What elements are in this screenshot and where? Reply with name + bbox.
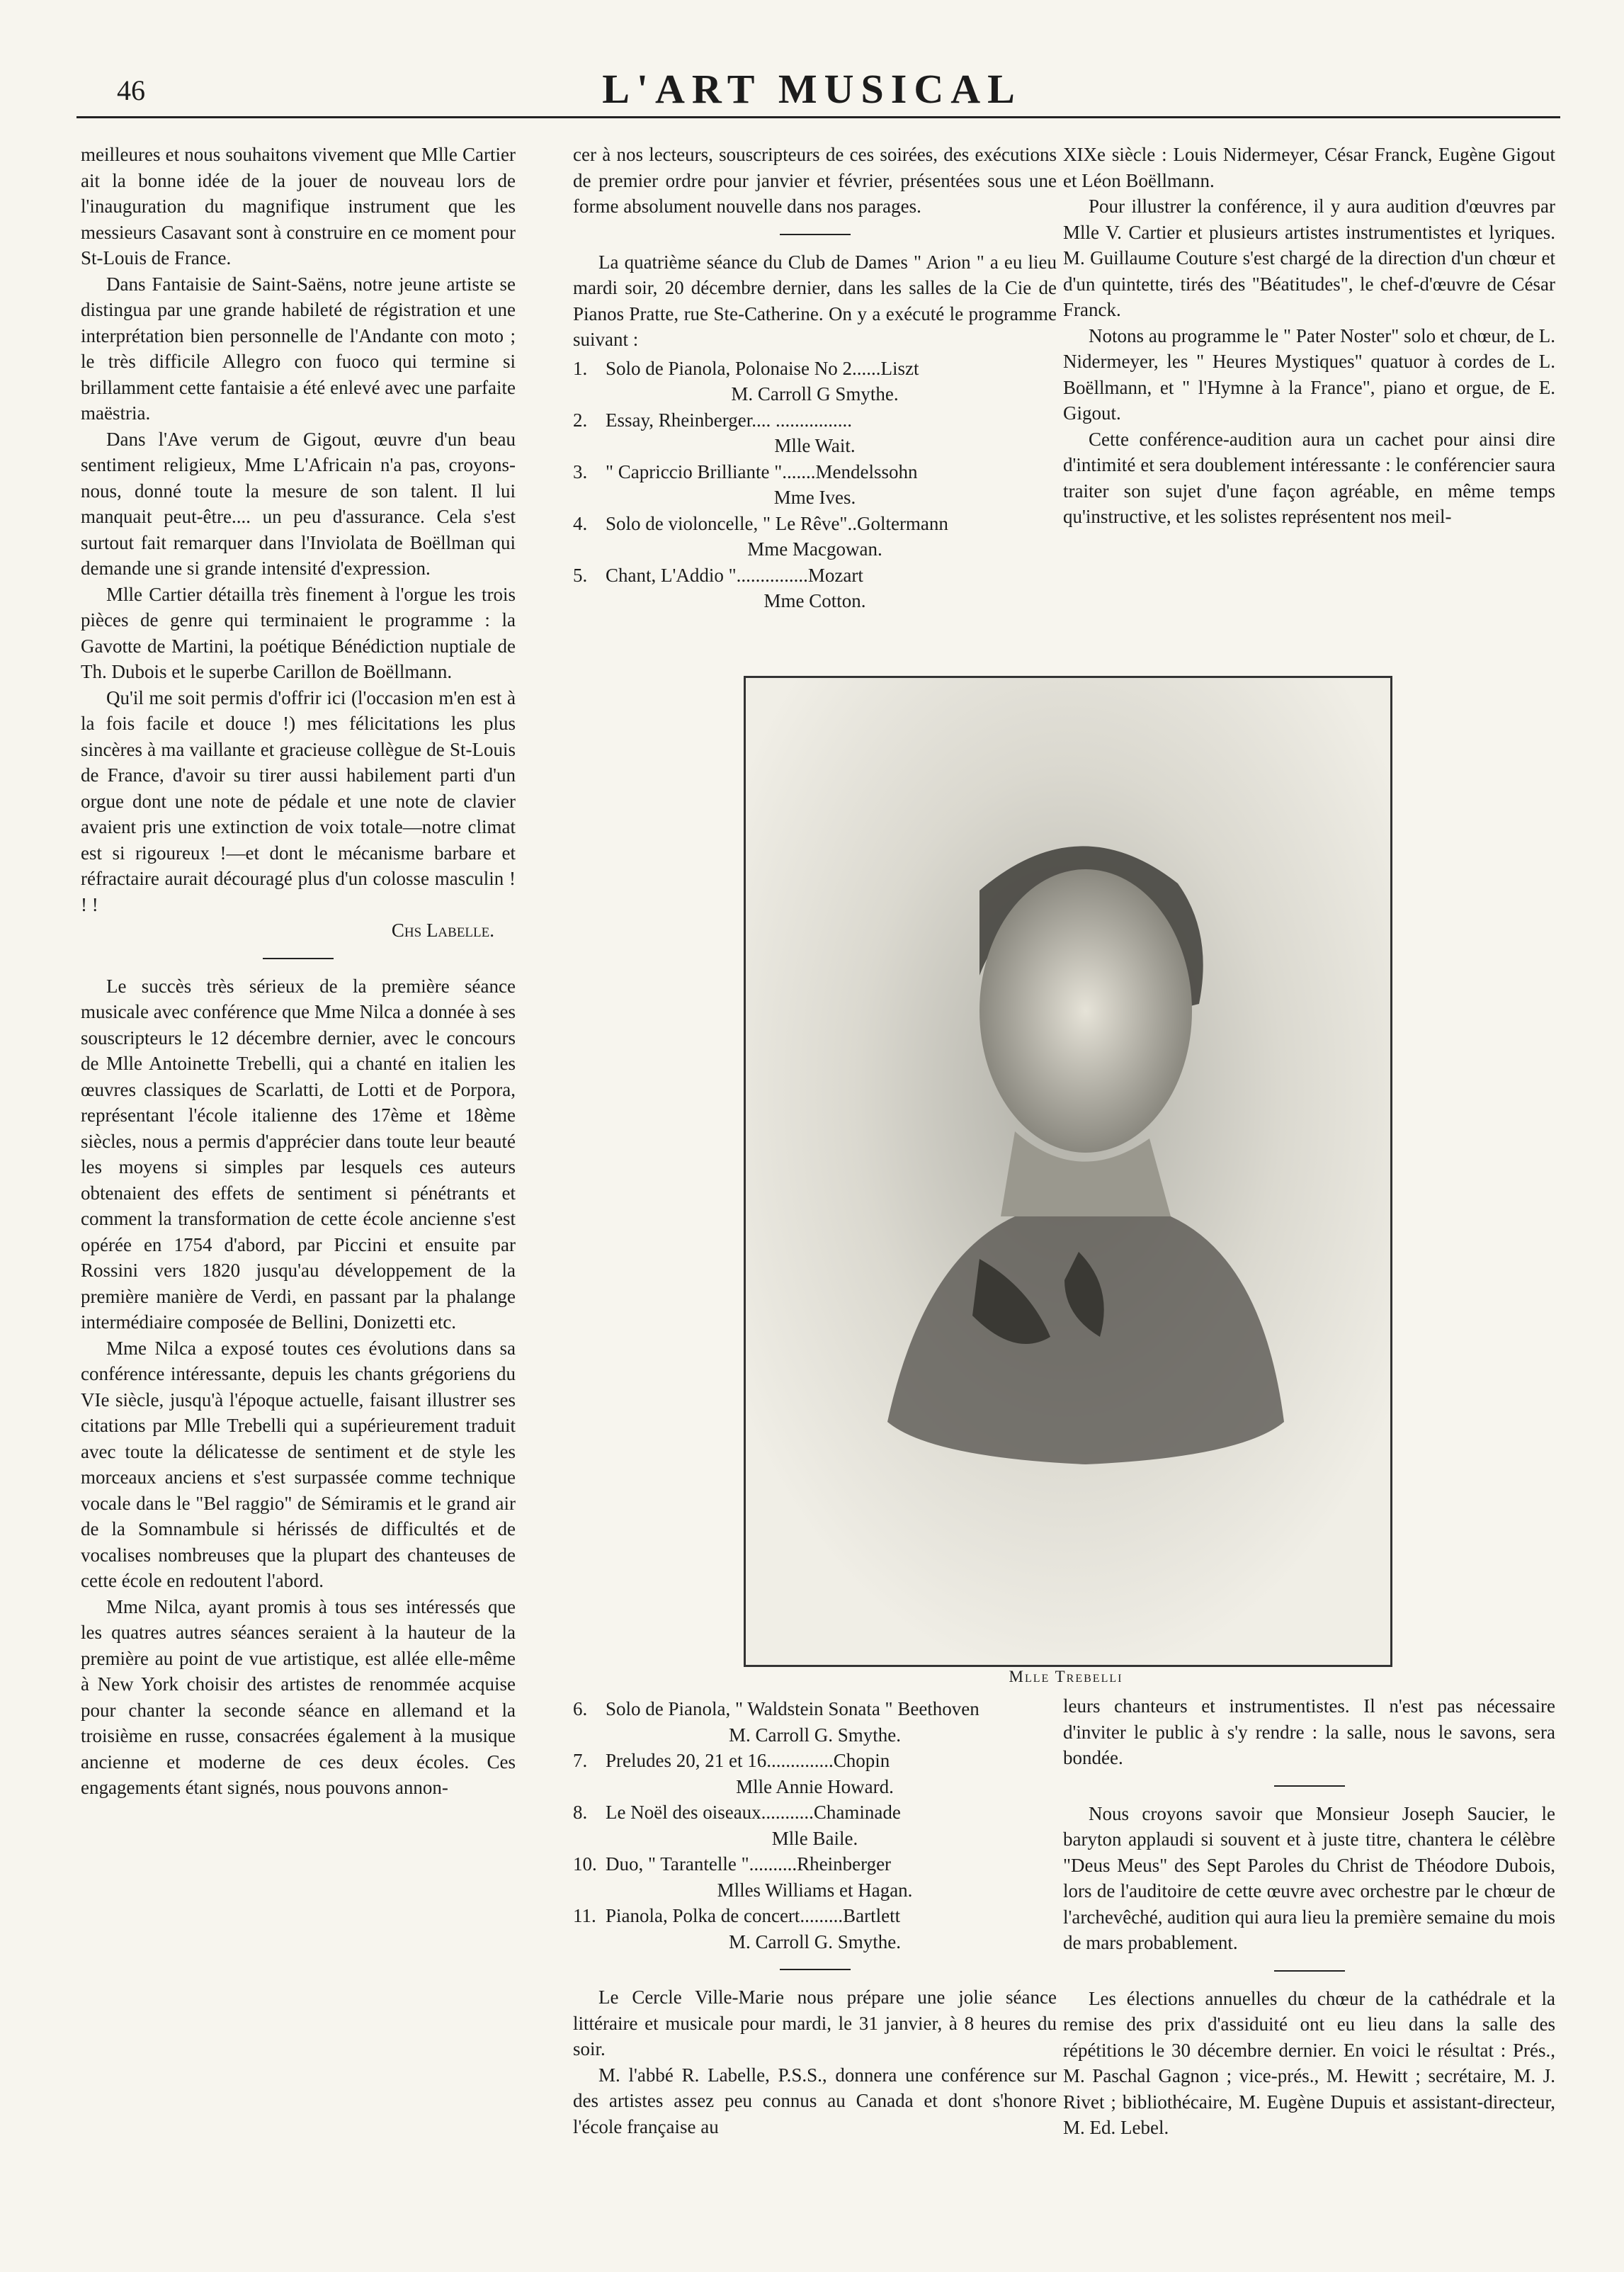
program-performer: Mlle Annie Howard. bbox=[736, 1775, 894, 1797]
section-divider bbox=[1274, 1970, 1345, 1972]
program-number: 7. bbox=[573, 1750, 588, 1771]
page-number: 46 bbox=[117, 74, 145, 106]
paragraph: Les élections annuelles du chœur de la cathédrale et la remise des prix d'assiduité ont eu lieu dans la salle des répétitions le 30 décembre dernier. En voici le résultat : Prés., M. Paschal Gagnon ; vice-prés., M. Hewitt ; secrétaire, M. J. Rivet ; bibliothécaire, M. Eugène Dupuis et assistant-directeur, M. Ed. Lebel. bbox=[1063, 1987, 1555, 2138]
paragraph: cer à nos lecteurs, souscripteurs de ces soirées, des exécutions de premier ordre pour janvier et février, présentées sous une forme absolument nouvelle dans nos parages. bbox=[573, 144, 1057, 217]
program-entry bbox=[573, 1799, 1057, 1851]
program-performer: Mlle Baile. bbox=[771, 1827, 858, 1849]
program-number: 3. bbox=[573, 460, 588, 482]
program-title: Solo de violoncelle, " Le Rêve"..Goltermann bbox=[606, 512, 948, 534]
program-title: Solo de Pianola, Polonaise No 2......Liszt bbox=[606, 357, 919, 379]
header-rule bbox=[76, 116, 1560, 118]
section-divider bbox=[780, 1969, 851, 1970]
program-entry bbox=[573, 459, 1057, 511]
paragraph: Le Cercle Ville-Marie nous prépare une jolie séance littéraire et musicale pour mardi, le 31 janvier, à 8 heures du soir. bbox=[573, 1986, 1057, 2059]
paragraph: Nous croyons savoir que Monsieur Joseph Saucier, le baryton applaudi si souvent et à juste titre, chantera le célèbre "Deus Meus" des Sept Paroles du Christ de Théodore Dubois, lors de l'auditoire de cette œuvre avec orchestre par le chœur de l'archevêché, audition qui aura lieu la première semaine du mois de mars probablement. bbox=[1063, 1802, 1555, 1953]
program-performer: Mlles Williams et Hagan. bbox=[717, 1879, 913, 1901]
paragraph: leurs chanteurs et instrumentistes. Il n'est pas nécessaire d'inviter le public à s'y rendre : la salle, nous le savons, sera bondée. bbox=[1063, 1695, 1555, 1768]
paragraph: Pour illustrer la conférence, il y aura audition d'œuvres par Mlle V. Cartier et plusieurs artistes instrumentistes et lyriques. M. Guillaume Couture s'est chargé de la direction d'un chœur et d'un quintette, tirés des "Béatitudes", le chef-d'œuvre de César Franck. bbox=[1063, 196, 1555, 320]
program-entry bbox=[573, 1851, 1057, 1903]
paragraph: Mme Nilca a exposé toutes ces évolutions dans sa conférence intéressante, depuis les chants grégoriens du VIe siècle, jusqu'à l'époque actuelle, faisant illustrer ses citations par Mlle Trebelli qui a supérieurement traduit avec toute la délicatesse de sentiment et de style les morceaux anciens et s'est surpassée comme technique vocale dans le "Bel raggio" de Sémiramis et le grand air de la Somnambule si hérissés de difficultés et de vocalises nombreuses que la plupart des chanteuses de cette école en redoutent l'abord. bbox=[81, 1337, 516, 1591]
section-divider bbox=[1274, 1785, 1345, 1787]
program-number: 6. bbox=[573, 1698, 588, 1719]
program-performer: M. Carroll G. Smythe. bbox=[729, 1931, 901, 1952]
program-title: Pianola, Polka de concert.........Bartlett bbox=[606, 1905, 901, 1926]
paragraph: Qu'il me soit permis d'offrir ici (l'occasion m'en est à la fois facile et douce !) mes félicitations les plus sincères à ma vaillante et gracieuse collègue de St-Louis de France, d'avoir su tirer aussi habilement parti d'un orgue dont une note de pédale et une note de clavier avaient pris une extinction de voix totale—notre climat est si rigoureux !—et dont le mécanisme barbare et réfractaire aurait découragé plus d'un colosse masculin ! ! ! bbox=[81, 686, 516, 915]
program-number: 4. bbox=[573, 512, 588, 534]
concert-program bbox=[573, 356, 1057, 614]
program-title: " Capriccio Brilliante ".......Mendelssohn bbox=[606, 460, 918, 482]
column-1 bbox=[81, 142, 516, 1801]
program-title: Preludes 20, 21 et 16..............Chopin bbox=[606, 1750, 890, 1771]
program-performer: M. Carroll G Smythe. bbox=[731, 383, 899, 405]
journal-title: L'ART MUSICAL bbox=[602, 66, 1022, 112]
portrait-image bbox=[744, 676, 1392, 1667]
portrait-engraving bbox=[746, 678, 1390, 1665]
paragraph: meilleures et nous souhaitons vivement que Mlle Cartier ait la bonne idée de la jouer de nouveau lors de l'inauguration du magnifique instrument que les messieurs Casavant sont à construire en ce moment pour St-Louis de France. bbox=[81, 144, 516, 269]
paragraph: Mlle Cartier détailla très finement à l'orgue les trois pièces de genre qui terminaient le programme : la Gavotte de Martini, la poétique Bénédiction nuptiale de Th. Dubois et le superbe Carillon de Boëllmann. bbox=[81, 583, 516, 682]
program-entry bbox=[573, 563, 1057, 614]
paragraph: Mme Nilca, ayant promis à tous ses intéressés que les quatres autres séances seraient à la hauteur de la première au point de vue artistique, est allée elle-même à New York choisir des artistes de renommée acquise pour chanter la seconde séance en allemand et la troisième en russe, consacrées également à la musique ancienne et moderne de ces deux écoles. Ces engagements étant signés, nous pouvons annon- bbox=[81, 1595, 516, 1798]
paragraph: Dans l'Ave verum de Gigout, œuvre d'un beau sentiment religieux, Mme L'Africain n'a pas, croyons-nous, donné toute la mesure de son talent. Il lui manquait peut-être.... un peu d'assurance. Cela s'est surtout fait remarquer dans l'Inviolata de Boëllman qui demande une si grande intensité d'expression. bbox=[81, 428, 516, 579]
column-2-continued bbox=[573, 1693, 1057, 2140]
signature: Chs Labelle. bbox=[391, 920, 494, 941]
program-title: Le Noël des oiseaux...........Chaminade bbox=[606, 1802, 901, 1823]
program-performer: Mme Ives. bbox=[773, 487, 856, 508]
program-title: Duo, " Tarantelle "..........Rheinberger bbox=[606, 1853, 892, 1875]
paragraph: Cette conférence-audition aura un cachet pour ainsi dire d'intimité et sera doublement intéressante : le conférencier saura traiter son sujet d'une façon agréable, en même temps qu'instructive, et les solistes représentent nos meil- bbox=[1063, 428, 1555, 527]
program-performer: M. Carroll G. Smythe. bbox=[729, 1724, 901, 1746]
program-number: 2. bbox=[573, 409, 588, 431]
program-performer: Mlle Wait. bbox=[774, 435, 856, 456]
program-entry bbox=[573, 407, 1057, 459]
paragraph: Le succès très sérieux de la première séance musicale avec conférence que Mme Nilca a donnée à ses souscripteurs le 12 décembre dernier, avec le concours de Mlle Antoinette Trebelli, qui a chanté en italien les œuvres classiques de Scarlatti, de Lotti et de Porpora, représentant l'école italienne des 17ème et 18ème siècles, nous a permis d'apprécier dans toute leur beauté les moyens si simples par lesquels ces auteurs obtenaient des effets de sentiment si pénétrants et comment la transformation de cette école ancienne s'est opérée en 1754 d'abord, par Piccini et ensuite par Rossini vers 1820 jusqu'au développement de la première manière de Verdi, en passant par la phalange intermédiaire composée de Bellini, Donizetti etc. bbox=[81, 975, 516, 1333]
paragraph: Notons au programme le " Pater Noster" solo et chœur, de L. Nidermeyer, les " Heures Mystiques" quatuor à cordes de L. Boëllmann, et " l'Hymne à la France", piano et orgue, de E. Gigout. bbox=[1063, 324, 1555, 424]
program-title: Solo de Pianola, " Waldstein Sonata " Beethoven bbox=[606, 1698, 979, 1719]
column-3 bbox=[1063, 142, 1555, 530]
program-number: 5. bbox=[573, 564, 588, 586]
program-number: 11. bbox=[573, 1905, 596, 1926]
program-entry bbox=[573, 511, 1057, 563]
paragraph: La quatrième séance du Club de Dames " Arion " a eu lieu mardi soir, 20 décembre dernier, dans les salles de la Cie de Pianos Pratte, rue Ste-Catherine. On y a exécuté le programme suivant : bbox=[573, 251, 1057, 350]
program-title: Essay, Rheinberger.... ................ bbox=[606, 409, 852, 431]
concert-program-continued bbox=[573, 1696, 1057, 1955]
program-entry bbox=[573, 1748, 1057, 1799]
section-divider bbox=[263, 958, 334, 959]
program-performer: Mme Macgowan. bbox=[747, 538, 882, 560]
paragraph: M. l'abbé R. Labelle, P.S.S., donnera une conférence sur des artistes assez peu connus au Canada et dont s'honore l'école française au bbox=[573, 2064, 1057, 2137]
program-number: 1. bbox=[573, 357, 588, 379]
program-performer: Mme Cotton. bbox=[763, 590, 866, 611]
column-2 bbox=[573, 142, 1057, 614]
paragraph: XIXe siècle : Louis Nidermeyer, César Franck, Eugène Gigout et Léon Boëllmann. bbox=[1063, 144, 1555, 191]
program-entry bbox=[573, 1696, 1057, 1748]
program-entry bbox=[573, 1903, 1057, 1955]
program-title: Chant, L'Addio "...............Mozart bbox=[606, 564, 863, 586]
portrait-caption: Mlle Trebelli bbox=[1009, 1668, 1123, 1685]
section-divider bbox=[780, 234, 851, 235]
column-3-continued bbox=[1063, 1693, 1555, 2141]
program-number: 8. bbox=[573, 1802, 588, 1823]
program-number: 10. bbox=[573, 1853, 597, 1875]
paragraph: Dans Fantaisie de Saint-Saëns, notre jeune artiste se distingua par une grande habileté de régistration et une interprétation bien personnelle de l'Andante con moto ; le très difficile Allegro con fuoco qui termine si brillamment cette fantaisie a été enlevé avec une parfaite maëstria. bbox=[81, 273, 516, 424]
program-entry bbox=[573, 356, 1057, 407]
